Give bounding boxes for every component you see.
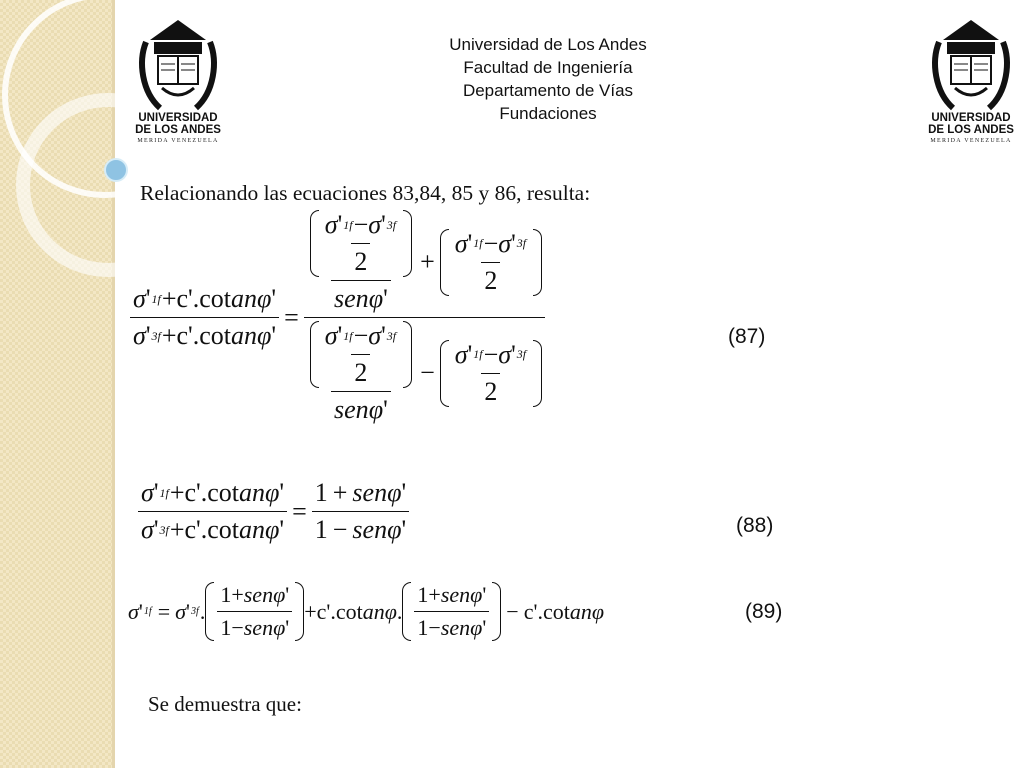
equation-87: σ ' 1f +c'.cot an φ ' σ ' 3f +c'.cot an φ ' = σ ' 1f − σ ' 3f 2 sen φ ' + σ ' 1f − σ ' 3f 2 σ ' 1f − σ ' 3f 2 sen φ ' − σ ' 1f − σ ' 3f 2 — [130, 210, 545, 425]
logo-name-line1: UNIVERSIDAD — [138, 112, 218, 124]
slide-header — [358, 33, 738, 125]
header-department: Departamento de Vías — [462, 81, 634, 100]
rhs-fraction: σ ' 1f − σ ' 3f 2 sen φ ' + σ ' 1f − σ ' 3f 2 σ ' 1f − σ ' 3f 2 sen φ ' − σ ' 1f − σ ' 3f 2 — [304, 210, 545, 425]
equation-89: σ ' 1f = σ ' 3f . 1 + sen φ ' 1 − sen φ ' +c'.cot an φ . 1 + sen φ ' 1 − sen φ ' − c'.cot an φ — [128, 582, 604, 640]
logo-name-line2: DE LOS ANDES — [135, 124, 221, 136]
decorative-rings — [0, 0, 140, 300]
header-university: Universidad de Los Andes — [449, 35, 647, 54]
university-crest-icon — [128, 12, 228, 112]
logo-city: MERIDA VENEZUELA — [930, 138, 1012, 144]
header-faculty: Facultad de Ingeniería — [463, 58, 633, 77]
intro-text: Relacionando las ecuaciones 83,84, 85 y 86, resulta: — [140, 181, 591, 205]
closing-text: Se demuestra que: — [148, 692, 302, 716]
equation-number-87: (87) — [728, 325, 766, 348]
university-logo-left — [128, 12, 228, 144]
bullet-dot — [105, 159, 127, 181]
university-crest-icon — [921, 12, 1021, 112]
equation-number-88: (88) — [736, 514, 774, 537]
equation-number-89: (89) — [745, 600, 783, 623]
logo-city: MERIDA VENEZUELA — [137, 138, 219, 144]
logo-name-line1: UNIVERSIDAD — [931, 112, 1011, 124]
lhs-fraction: σ ' 1f +c'.cot an φ ' σ ' 3f +c'.cot an φ ' — [130, 284, 279, 351]
equation-88: σ ' 1f +c'.cot an φ ' σ ' 3f +c'.cot an φ ' = 1 + sen φ ' 1 − sen φ ' — [138, 478, 409, 545]
university-logo-right — [921, 12, 1021, 144]
header-course: Fundaciones — [499, 104, 597, 123]
logo-name-line2: DE LOS ANDES — [928, 124, 1014, 136]
